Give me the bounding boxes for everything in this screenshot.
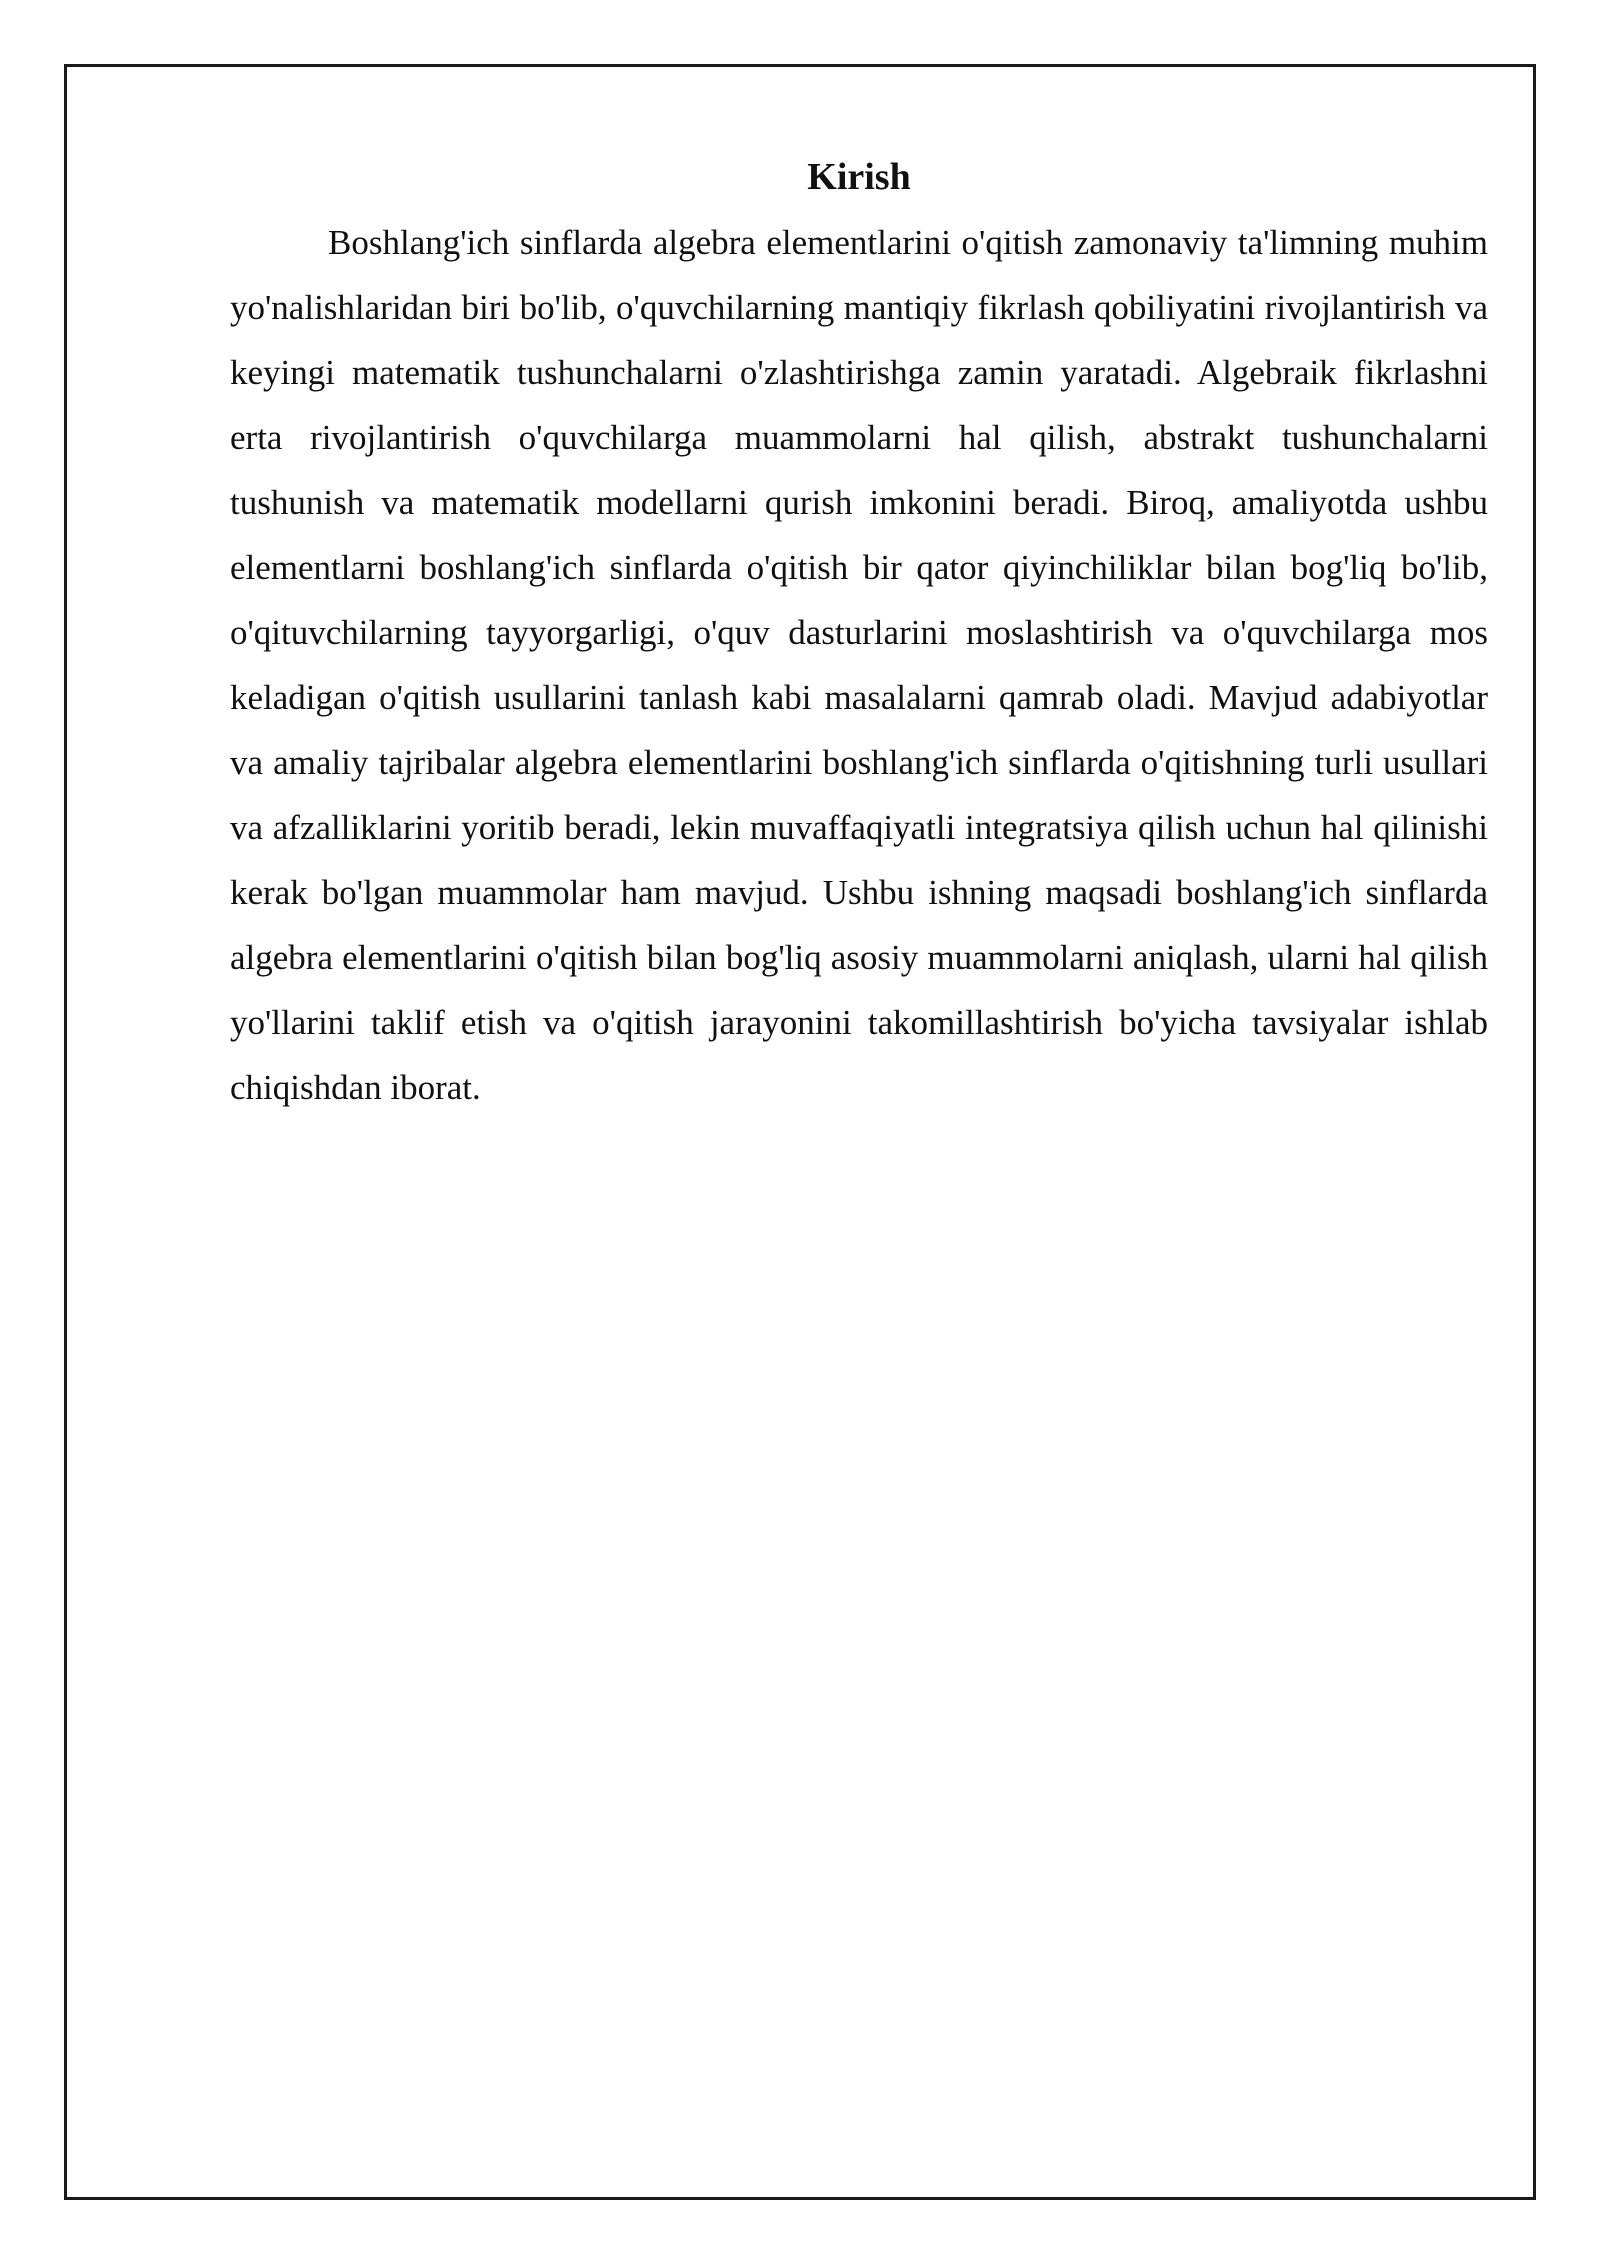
document-content <box>230 148 1488 1120</box>
introduction-paragraph: Boshlang'ich sinflarda algebra elementlarini o'qitish zamonaviy ta'limning muhim yo'nalishlaridan biri bo'lib, o'quvchilarning mantiqiy fikrlash qobiliyatini rivojlantirish va keyingi matematik tushunchalarni o'zlashtirishga zamin yaratadi. Algebraik fikrlashni erta rivojlantirish o'quvchilarga muammolarni hal qilish, abstrakt tushunchalarni tushunish va matematik modellarni qurish imkonini beradi. Biroq, amaliyotda ushbu elementlarni boshlang'ich sinflarda o'qitish bir qator qiyinchiliklar bilan bog'liq bo'lib, o'qituvchilarning tayyorgarligi, o'quv dasturlarini moslashtirish va o'quvchilarga mos keladigan o'qitish usullarini tanlash kabi masalalarni qamrab oladi. Mavjud adabiyotlar va amaliy tajribalar algebra elementlarini boshlang'ich sinflarda o'qitishning turli usullari va afzalliklarini yoritib beradi, lekin muvaffaqiyatli integratsiya qilish uchun hal qilinishi kerak bo'lgan muammolar ham mavjud. Ushbu ishning maqsadi boshlang'ich sinflarda algebra elementlarini o'qitish bilan bog'liq asosiy muammolarni aniqlash, ularni hal qilish yo'llarini taklif etish va o'qitish jarayonini takomillashtirish bo'yicha tavsiyalar ishlab chiqishdan iborat. <box>230 223 1488 1107</box>
page-title: Kirish <box>807 156 911 198</box>
